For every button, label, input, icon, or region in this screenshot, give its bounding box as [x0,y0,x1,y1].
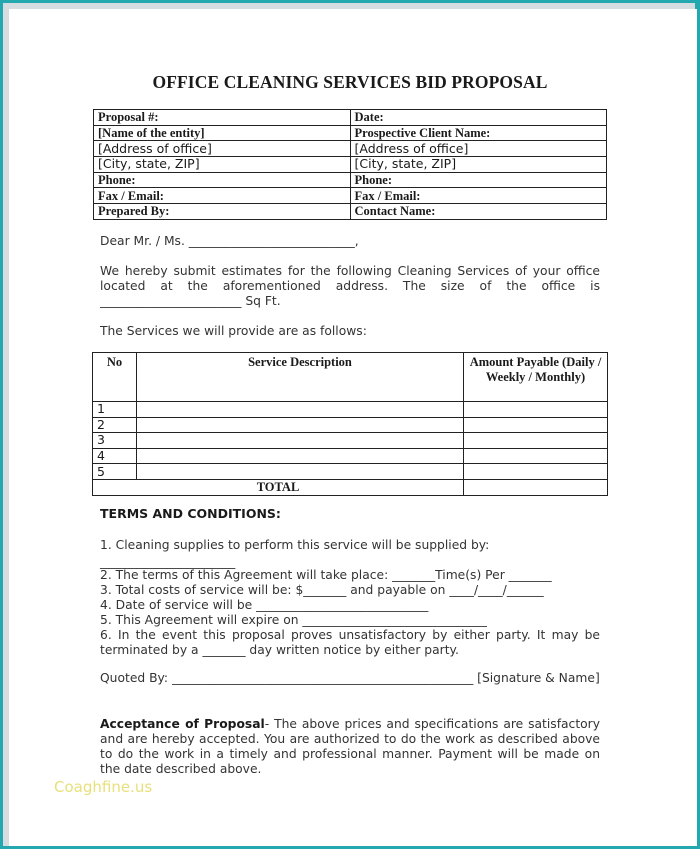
info-row [94,157,607,173]
services-intro: The Services we will provide are as follows: [100,324,367,338]
salutation: Dear Mr. / Ms. ___________________________, [100,234,359,248]
info-cell: Proposal #: [94,110,351,126]
amount-cell [464,402,608,418]
info-cell: Phone: [94,172,351,188]
info-cell: [City, state, ZIP] [94,157,351,173]
table-row [93,448,608,464]
terms-item: 2. The terms of this Agreement will take place: _______Time(s) Per _______ [100,568,552,582]
info-cell: Fax / Email: [350,188,607,204]
acceptance-label: Acceptance of Proposal [100,717,265,731]
row-number: 4 [93,448,137,464]
info-cell: [City, state, ZIP] [350,157,607,173]
row-number: 1 [93,402,137,418]
info-cell: Contact Name: [350,204,607,220]
proposal-info-table [93,109,607,220]
service-description-cell [137,464,464,480]
amount-cell [464,448,608,464]
amount-cell [464,433,608,449]
info-cell: Prospective Client Name: [350,125,607,141]
info-cell: [Address of office] [94,141,351,157]
terms-item: 4. Date of service will be ____________________________ [100,598,429,612]
info-cell: Prepared By: [94,204,351,220]
info-cell: Phone: [350,172,607,188]
table-row [93,464,608,480]
quoted-by: Quoted By: _________________________________________________ [Signature & Name] [100,671,600,685]
row-number: 2 [93,417,137,433]
services-table [92,352,608,496]
info-row [94,141,607,157]
amount-cell [464,464,608,480]
info-row [94,125,607,141]
info-cell: Date: [350,110,607,126]
service-description-cell [137,417,464,433]
terms-item: 1. Cleaning supplies to perform this service will be supplied by: [100,538,490,552]
terms-item: 6. In the event this proposal proves unsatisfactory by either party. It may be terminated by a _______ day written notice by either party. [100,628,600,657]
total-label: TOTAL [93,479,464,495]
acceptance-text: - The above prices and specifications are satisfactory and are hereby accepted. You are authorized to do the work as described above to do the work in a timely and professional manner. Payment will be made on the date described above. [100,717,600,776]
services-header-row [93,353,608,402]
total-row [93,479,608,495]
info-row [94,110,607,126]
service-description-cell [137,448,464,464]
info-cell: Fax / Email: [94,188,351,204]
info-row [94,172,607,188]
service-description-cell [137,402,464,418]
terms-item: ______________________ [100,555,236,569]
info-row [94,188,607,204]
table-row [93,402,608,418]
info-cell: [Name of the entity] [94,125,351,141]
info-cell: [Address of office] [350,141,607,157]
info-row [94,204,607,220]
service-description-cell [137,433,464,449]
row-number: 3 [93,433,137,449]
total-amount-cell [464,479,608,495]
acceptance-paragraph [100,717,600,777]
terms-item: 5. This Agreement will expire on ______________________________ [100,613,487,627]
row-number: 5 [93,464,137,480]
amount-cell [464,417,608,433]
document-title: OFFICE CLEANING SERVICES BID PROPOSAL [152,72,548,92]
table-row [93,433,608,449]
header-service-description: Service Description [137,353,464,402]
terms-item: 3. Total costs of service will be: $_______ and payable on ____/____/______ [100,583,544,597]
intro-paragraph: We hereby submit estimates for the following Cleaning Services of your office located at the aforementioned address. The size of the office is _______________________ Sq Ft. [100,264,600,308]
terms-heading: TERMS AND CONDITIONS: [100,506,281,521]
watermark: Coaghfine.us [54,778,153,796]
header-no: No [93,353,137,402]
header-amount-payable: Amount Payable (Daily / Weekly / Monthly) [464,353,608,402]
table-row [93,417,608,433]
